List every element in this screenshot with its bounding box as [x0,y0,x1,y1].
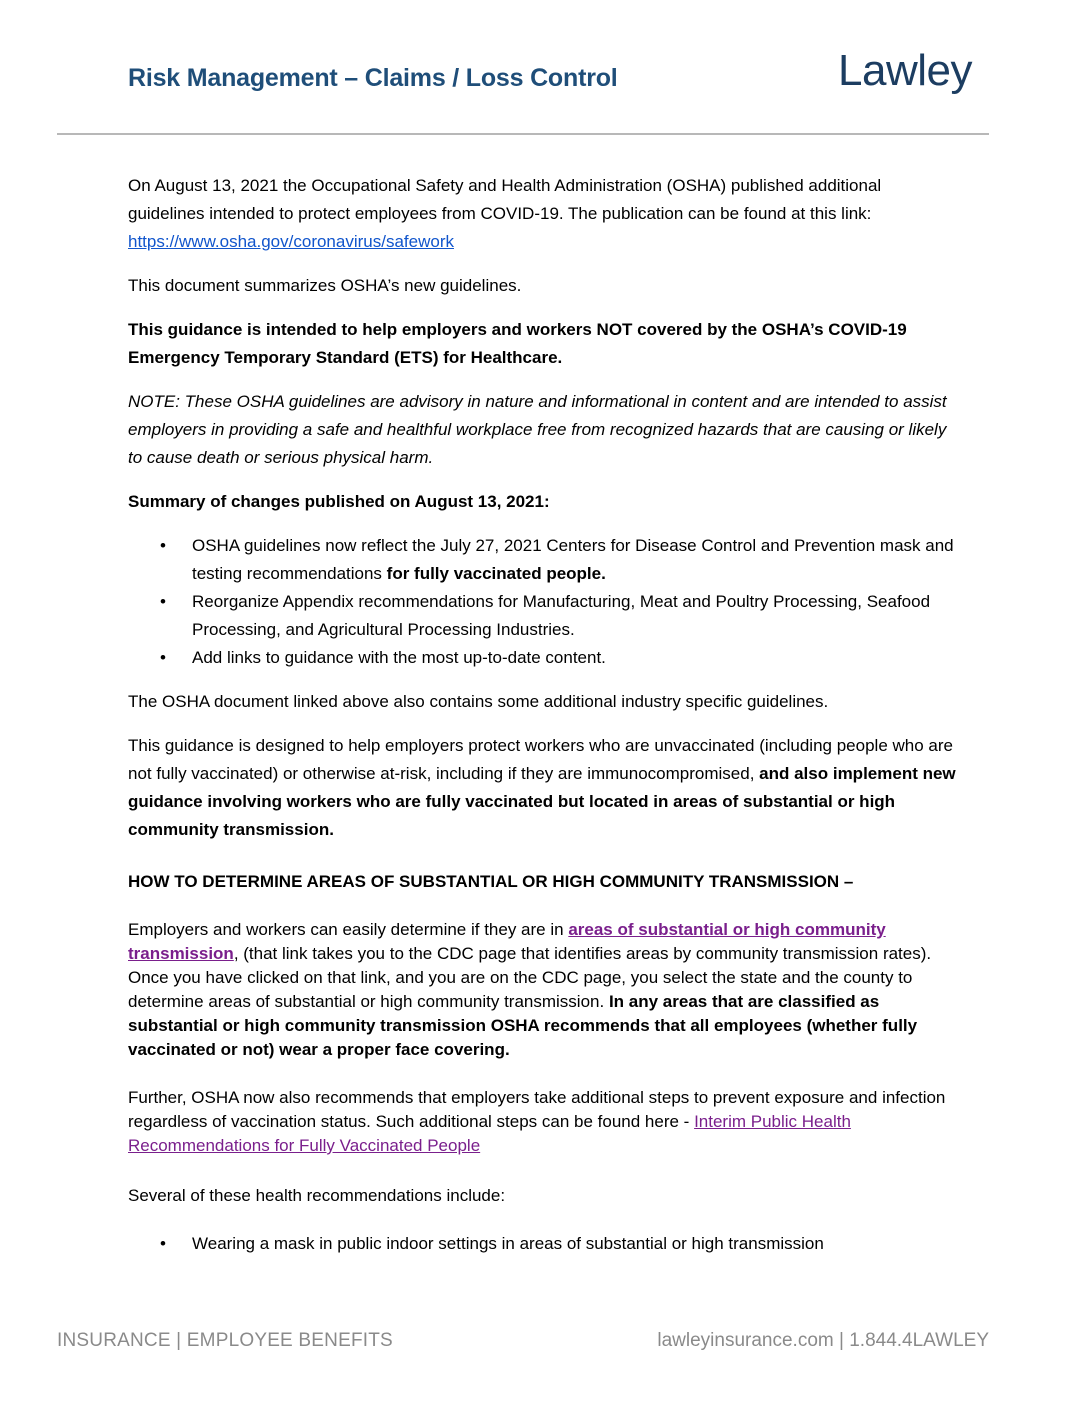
intro-text: On August 13, 2021 the Occupational Safety and Health Administration (OSHA) published additional guidelines intended to protect employees from COVID-19. The publication can be found at this link: [128,176,882,223]
footer-tagline: INSURANCE | EMPLOYEE BENEFITS [57,1330,393,1351]
further-text: Further, OSHA now also recommends that employers take additional steps to prevent exposure and infection regardless of vaccination status. Such additional steps can be found here - [128,1088,946,1131]
osha-safework-link[interactable]: https://www.osha.gov/coronavirus/safework [128,232,454,251]
bullet-icon: • [160,536,166,555]
bullet-text: OSHA guidelines now reflect the July 27, 2021 Centers for Disease Control and Prevention mask and testing recommendations [192,536,954,583]
recommendations-list [128,1230,958,1258]
lawley-logo: Lawley [838,46,972,95]
page-title: Risk Management – Claims / Loss Control [128,64,618,92]
changes-list [128,532,958,672]
bullet-text: Add links to guidance with the most up-to-date content. [192,648,606,667]
interim-recommendations-link[interactable]: Interim Public Health Recommendations for Fully Vaccinated People [128,1112,851,1155]
intro-paragraph [128,172,958,256]
design-bold-text: and also implement new guidance involving workers who are fully vaccinated but located in areas of substantial or high community transmission. [128,764,956,839]
bullet-icon: • [160,592,166,611]
determine-mid-text: , (that link takes you to the CDC page that identifies areas by community transmission rates). Once you have clicked on that link, and you are on the CDC page, you select the state and the county to determine areas of substantial or high community transmission. [128,944,932,1011]
determine-heading: HOW TO DETERMINE AREAS OF SUBSTANTIAL OR HIGH COMMUNITY TRANSMISSION – [128,872,854,891]
summary-intro: This document summarizes OSHA’s new guidelines. [128,276,522,295]
cdc-transmission-link[interactable]: areas of substantial or high community transmission [128,920,886,963]
bold-notice: This guidance is intended to help employers and workers NOT covered by the OSHA’s COVID-19 Emergency Temporary Standard (ETS) for Healthcare. [128,320,907,367]
industry-paragraph: The OSHA document linked above also contains some additional industry specific guidelines. [128,692,829,711]
determine-bold-text: In any areas that are classified as substantial or high community transmission OSHA recommends that all employees (whether fully vaccinated or not) wear a proper face covering. [128,992,918,1059]
bullet-text: Reorganize Appendix recommendations for Manufacturing, Meat and Poultry Processing, Seafood Processing, and Agricultural Processing Industries. [192,592,931,639]
list-item [128,644,958,672]
design-text: This guidance is designed to help employers protect workers who are unvaccinated (including people who are not fully vaccinated) or otherwise at-risk, including if they are immunocompromised, [128,736,953,783]
list-item [128,588,958,644]
advisory-note: NOTE: These OSHA guidelines are advisory in nature and informational in content and are intended to assist employers in providing a safe and healthful workplace free from recognized hazards that are causing or likely to cause death or serious physical harm. [128,392,947,467]
summary-heading: Summary of changes published on August 13, 2021: [128,492,550,511]
design-paragraph [128,732,958,844]
list-item [128,1230,958,1258]
bullet-text: Wearing a mask in public indoor settings in areas of substantial or high transmission [192,1234,824,1253]
header-divider [57,133,989,135]
bullet-bold-text: for fully vaccinated people. [386,564,606,583]
footer-contact: lawleyinsurance.com | 1.844.4LAWLEY [657,1330,989,1351]
bullet-icon: • [160,1234,166,1253]
several-paragraph: Several of these health recommendations include: [128,1186,506,1205]
determine-text: Employers and workers can easily determine if they are in [128,920,569,939]
document-body [128,172,958,1258]
further-paragraph [128,1086,958,1158]
bullet-icon: • [160,648,166,667]
determine-paragraph [128,918,958,1062]
list-item [128,532,958,588]
